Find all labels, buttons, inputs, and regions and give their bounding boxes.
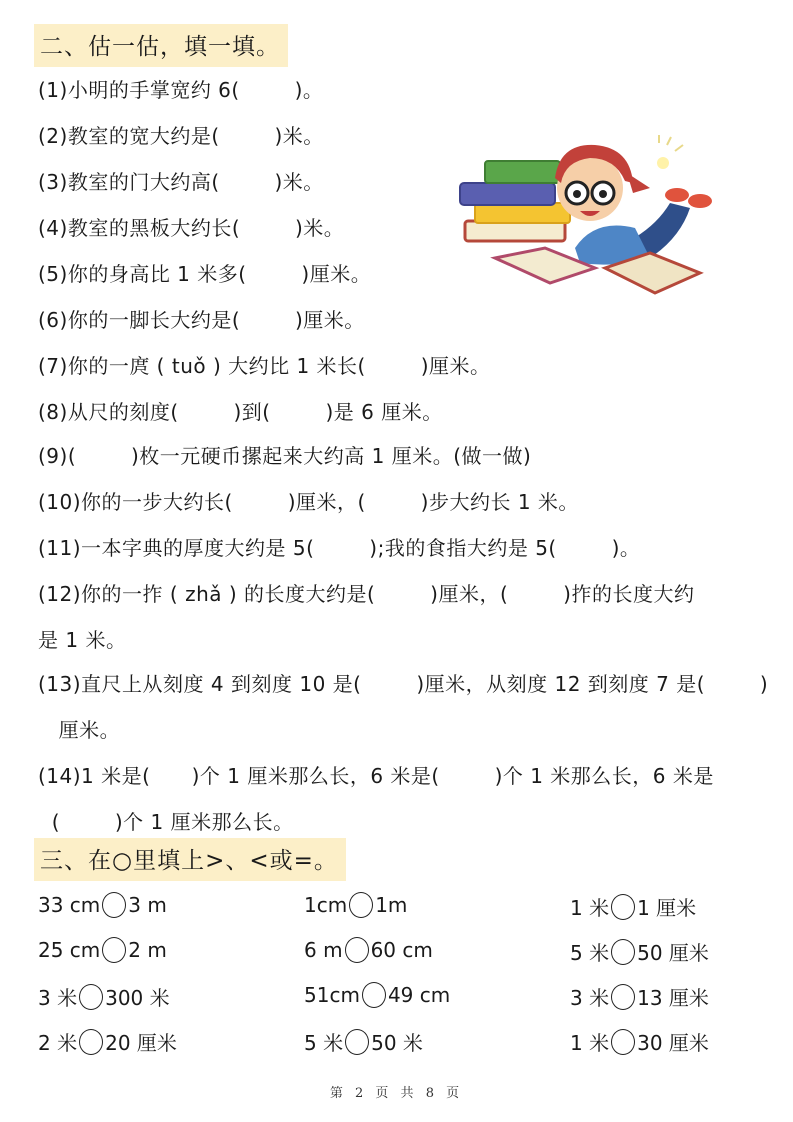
compare-circle-input[interactable] — [362, 982, 386, 1008]
compare-r3-c1: 3 米 300 米 — [38, 982, 170, 1011]
question-6: (6)你的一脚长大约是( )厘米。 — [38, 308, 365, 332]
section-3-title: 三、在○里填上>、<或=。 — [34, 838, 346, 881]
compare-r4-c1: 2 米 20 厘米 — [38, 1027, 177, 1056]
question-11: (11)一本字典的厚度大约是 5( );我的食指大约是 5( )。 — [38, 536, 641, 560]
compare-r3-c3: 3 米 13 厘米 — [570, 982, 709, 1011]
page-footer: 第 2 页 共 8 页 — [329, 1086, 464, 1101]
question-13-cont: 厘米。 — [38, 718, 121, 742]
compare-r1-c3: 1 米 1 厘米 — [570, 892, 696, 921]
section-2-title: 二、估一估，填一填。 — [34, 24, 288, 67]
question-7: (7)你的一庹 ( tuǒ ) 大约比 1 米长( )厘米。 — [38, 354, 491, 378]
question-14: (14)1 米是( )个 1 厘米那么长，6 米是( )个 1 米那么长，6 米是 — [38, 764, 714, 788]
question-9: (9)( )枚一元硬币摞起来大约高 1 厘米。(做一做) — [38, 444, 532, 468]
compare-circle-input[interactable] — [611, 939, 635, 965]
question-5: (5)你的身高比 1 米多( )厘米。 — [38, 262, 372, 286]
question-12-cont: 是 1 米。 — [38, 628, 127, 652]
compare-circle-input[interactable] — [79, 984, 103, 1010]
question-4: (4)教室的黑板大约长( )米。 — [38, 216, 345, 240]
question-12: (12)你的一拃 ( zhǎ ) 的长度大约是( )厘米，( )拃的长度大约 — [38, 582, 695, 606]
compare-circle-input[interactable] — [349, 892, 373, 918]
boy-reading-illustration — [455, 133, 725, 303]
compare-r2-c1: 25 cm 2 m — [38, 938, 167, 962]
compare-circle-input[interactable] — [611, 1029, 635, 1055]
compare-r2-c3: 5 米 50 厘米 — [570, 937, 709, 966]
compare-r4-c2: 5 米 50 米 — [304, 1027, 423, 1056]
compare-r3-c2: 51cm 49 cm — [304, 983, 451, 1007]
book-stack-icon — [460, 161, 570, 241]
compare-r2-c2: 6 m 60 cm — [304, 938, 433, 962]
compare-r1-c1: 33 cm 3 m — [38, 893, 167, 917]
compare-circle-input[interactable] — [79, 1029, 103, 1055]
question-14-cont: ( )个 1 厘米那么长。 — [38, 810, 294, 834]
question-2: (2)教室的宽大约是( )米。 — [38, 124, 324, 148]
compare-circle-input[interactable] — [611, 984, 635, 1010]
question-13: (13)直尺上从刻度 4 到刻度 10 是( )厘米，从刻度 12 到刻度 7 是( ) — [38, 672, 769, 696]
question-3: (3)教室的门大约高( )米。 — [38, 170, 324, 194]
compare-r4-c3: 1 米 30 厘米 — [570, 1027, 709, 1056]
compare-circle-input[interactable] — [102, 937, 126, 963]
compare-r1-c2: 1cm 1m — [304, 893, 408, 917]
question-8: (8)从尺的刻度( )到( )是 6 厘米。 — [38, 400, 443, 424]
compare-circle-input[interactable] — [345, 1029, 369, 1055]
compare-circle-input[interactable] — [611, 894, 635, 920]
compare-circle-input[interactable] — [102, 892, 126, 918]
compare-circle-input[interactable] — [345, 937, 369, 963]
question-1: (1)小明的手掌宽约 6( )。 — [38, 78, 324, 102]
question-10: (10)你的一步大约长( )厘米，( )步大约长 1 米。 — [38, 490, 579, 514]
